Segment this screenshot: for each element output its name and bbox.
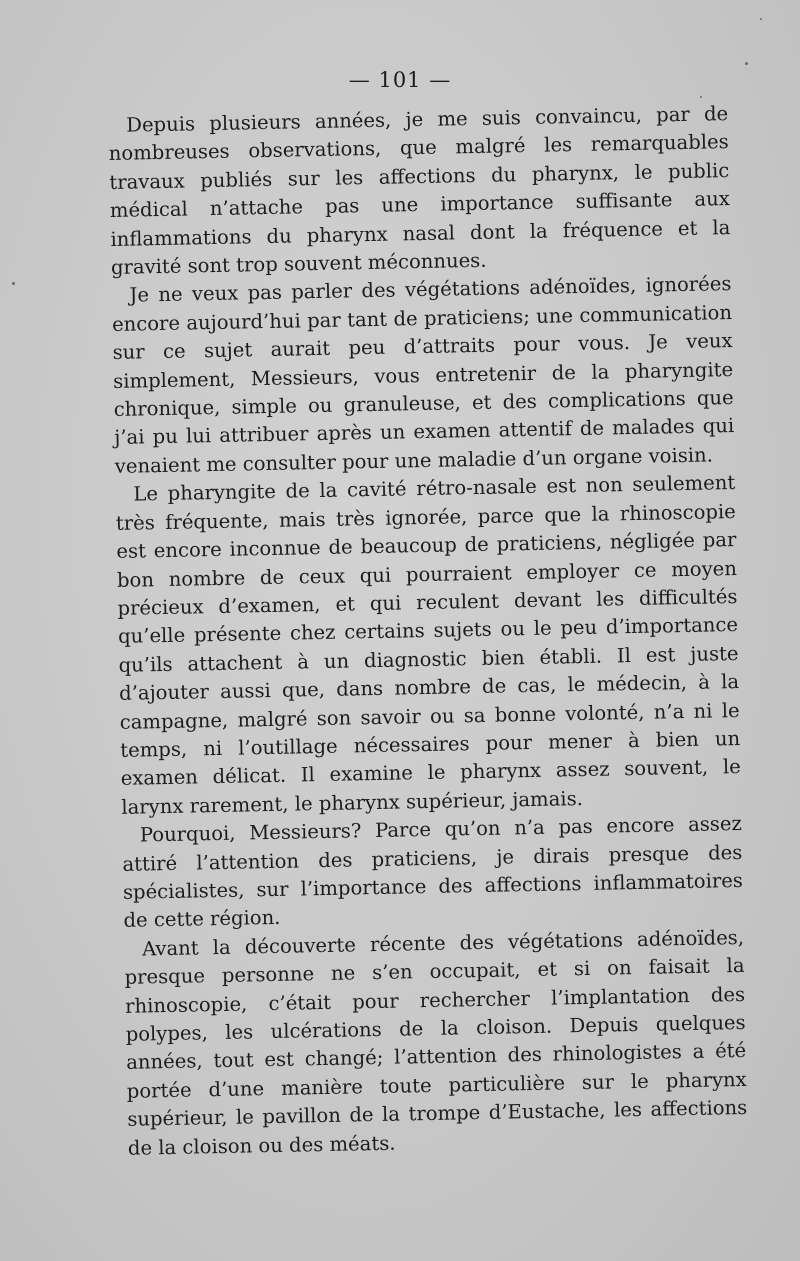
print-speck — [760, 18, 762, 20]
print-speck — [12, 282, 15, 285]
paragraph-5: Avant la découverte récente des végétations adénoïdes, presque personne ne s’en occupait, et si on faisait la rhinoscopie, c’était pour rechercher l’implantation des polypes, les ulcérations de la cloison. Depuis quelques années, tout est changé; l’attention des rhinologistes a été portée d’une manière toute particulière sur le pharynx supérieur, le pavillon de la trompe d’Eustache, les affections de la cloison ou des méats. — [124, 925, 748, 1160]
paragraph-2: Je ne veux pas parler des végétations adénoïdes, ignorées encore aujourd’hui par tant de praticiens; une communication sur ce sujet aurait peu d’attraits pour vous. Je veux simplement, Messieurs, vous entretenir de la pharyngite chronique, simple ou granuleuse, et des complications que j’ai pu lui attribuer après un examen attentif de malades qui venaient me consulter pour une maladie d’un organe voisin. — [111, 272, 735, 478]
page-number: — 101 — — [348, 68, 452, 92]
print-speck — [700, 96, 702, 98]
paragraph-4: Pourquoi, Messieurs? Parce qu’on n’a pas encore assez attiré l’attention des praticiens, je dirais presque des spécialistes, sur l’importance des affections inflammatoires de cette région. — [122, 812, 744, 933]
paragraph-1: Depuis plusieurs années, je me suis convaincu, par de nombreuses observations, que malgré les remarquables travaux publiés sur les affections du pharynx, le public médical n’attache pas une importance suffisante aux inflammations du pharynx nasal dont la fréquence et la gravité sont trop souvent méconnues. — [108, 102, 731, 280]
print-speck — [745, 62, 748, 65]
paragraph-3: Le pharyngite de la cavité rétro-nasale est non seulement très fréquente, mais très ignorée, parce que la rhinoscopie est encore inconnue de beaucoup de praticiens, négligée par bon nombre de ceux qui pourraient employer ce moyen précieux d’examen, et qui reculent devant les difficultés qu’elle présente chez certains sujets ou le peu d’importance qu’ils attachent à un diagnostic bien établi. Il est juste d’ajouter aussi que, dans nombre de cas, le médecin, à la campagne, malgré son savoir ou sa bonne volonté, n’a ni le temps, ni l’outillage nécessaires pour mener à bien un examen délicat. Il examine le pharynx assez souvent, le larynx rarement, le pharynx supérieur, jamais. — [115, 471, 741, 819]
body-text — [108, 100, 748, 1163]
